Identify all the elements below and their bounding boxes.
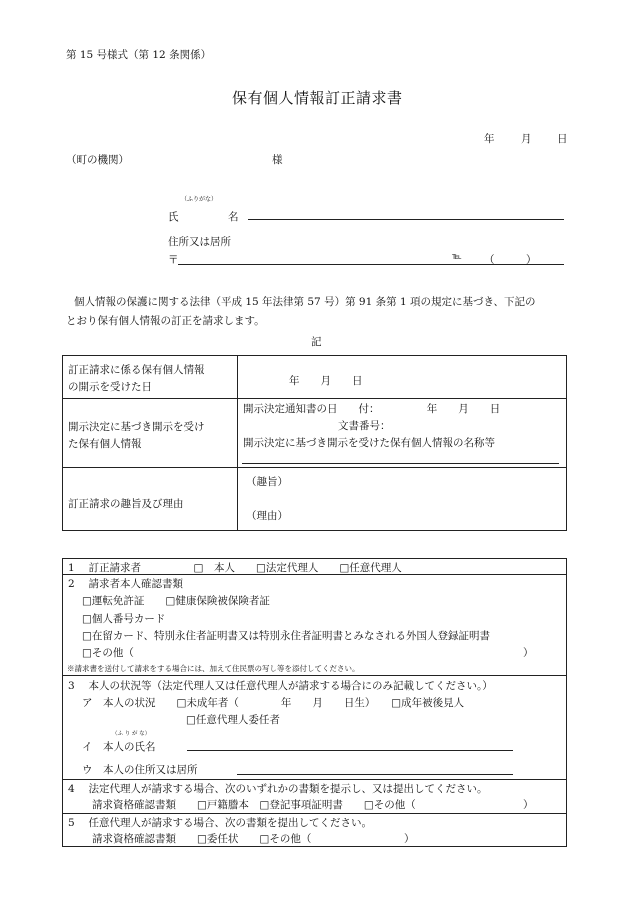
- row2-info-name-underline[interactable]: [242, 463, 559, 464]
- row3-label: 訂正請求の趣旨及び理由: [68, 498, 184, 510]
- recipient-label: （町の機関）: [66, 154, 129, 166]
- section2-option-a[interactable]: □運転免許証 □健康保険被保険者証: [82, 595, 270, 607]
- sama-label: 様: [272, 154, 283, 166]
- row1-label-1: 訂正請求に係る保有個人情報: [68, 364, 205, 376]
- row3-gist-field[interactable]: （趣旨）: [246, 476, 288, 488]
- date-day-label: 日: [557, 133, 568, 145]
- row1-label-2: の開示を受けた日: [68, 381, 152, 393]
- section5-close: ）: [404, 833, 415, 845]
- section2-option-c[interactable]: □在留カード、特別永住者証明書又は特別永住者証明書とみなされる外国人登録証明書: [82, 630, 490, 642]
- section3-status[interactable]: ア 本人の状況 □未成年者（ 年 月 日生） □成年被後見人: [82, 697, 465, 709]
- name-underline[interactable]: [248, 219, 564, 220]
- section2-note: ※請求書を送付して請求をする場合には、加えて住民票の写し等を添付してください。: [67, 664, 360, 673]
- body-text-line2: とおり保有個人情報の訂正を請求します。: [66, 315, 265, 327]
- section2-title: 2 請求者本人確認書類: [68, 578, 184, 590]
- page-title: 保有個人情報訂正請求書: [232, 89, 403, 107]
- section2-option-other[interactable]: □その他（: [82, 647, 134, 659]
- date-year-label: 年: [484, 133, 495, 145]
- row2-info-name-label: 開示決定に基づき開示を受けた保有個人情報の名称等: [243, 437, 495, 449]
- section3-furigana: （ふ り が な）: [112, 731, 151, 737]
- row2-label-1: 開示決定に基づき開示を受け: [68, 421, 205, 433]
- ki-label: 記: [311, 336, 322, 348]
- furigana-label: （ふりがな）: [181, 196, 218, 203]
- tel-label: ℡: [452, 252, 462, 262]
- section3-address-underline[interactable]: [237, 774, 513, 775]
- section3-title: 3 本人の状況等（法定代理人又は任意代理人が請求する場合にのみ記載してください。）: [68, 680, 493, 692]
- section5-docs[interactable]: 請求資格確認書類 □委任状 □その他（: [92, 833, 312, 845]
- postal-mark: 〒: [168, 254, 179, 266]
- row1-date-field[interactable]: 年 月 日: [289, 375, 363, 387]
- address-label: 住所又は居所: [168, 236, 231, 248]
- section3-address-label: ウ 本人の住所又は居所: [82, 764, 198, 776]
- tel-paren: （ ）: [484, 254, 537, 266]
- row2-notice-date[interactable]: 開示決定通知書の日 付： 年 月 日: [243, 403, 501, 415]
- name-label-2: 名: [228, 211, 239, 223]
- body-text-line1: 個人情報の保護に関する法律（平成 15 年法律第 57 号）第 91 条第 1 項の規定に基づき、下記の: [74, 296, 536, 308]
- section5-title: 5 任意代理人が請求する場合、次の書類を提出してください。: [68, 817, 373, 829]
- section3-name-label: イ 本人の氏名: [82, 741, 156, 753]
- name-label-1: 氏: [168, 211, 179, 223]
- section4-title: 4 法定代理人が請求する場合、次のいずれかの書類を提示し、又は提出してください。: [68, 783, 488, 795]
- section1-requester-type[interactable]: 1 訂正請求者 □ 本人 □法定代理人 □任意代理人: [68, 562, 402, 574]
- section3-name-underline[interactable]: [187, 750, 513, 751]
- section4-close: ）: [523, 799, 534, 811]
- form-number: 第 15 号様式（第 12 条関係）: [66, 49, 212, 61]
- row3-reason-field[interactable]: （理由）: [246, 510, 288, 522]
- section2-option-b[interactable]: □個人番号カード: [82, 613, 166, 625]
- row2-doc-number[interactable]: 文書番号：: [338, 420, 391, 432]
- section4-docs[interactable]: 請求資格確認書類 □戸籍謄本 □登記事項証明書 □その他（: [92, 799, 416, 811]
- section3-status-2[interactable]: □任意代理人委任者: [186, 714, 280, 726]
- row2-label-2: た保有個人情報: [68, 438, 142, 450]
- date-month-label: 月: [521, 133, 532, 145]
- section2-other-close: ）: [523, 647, 534, 659]
